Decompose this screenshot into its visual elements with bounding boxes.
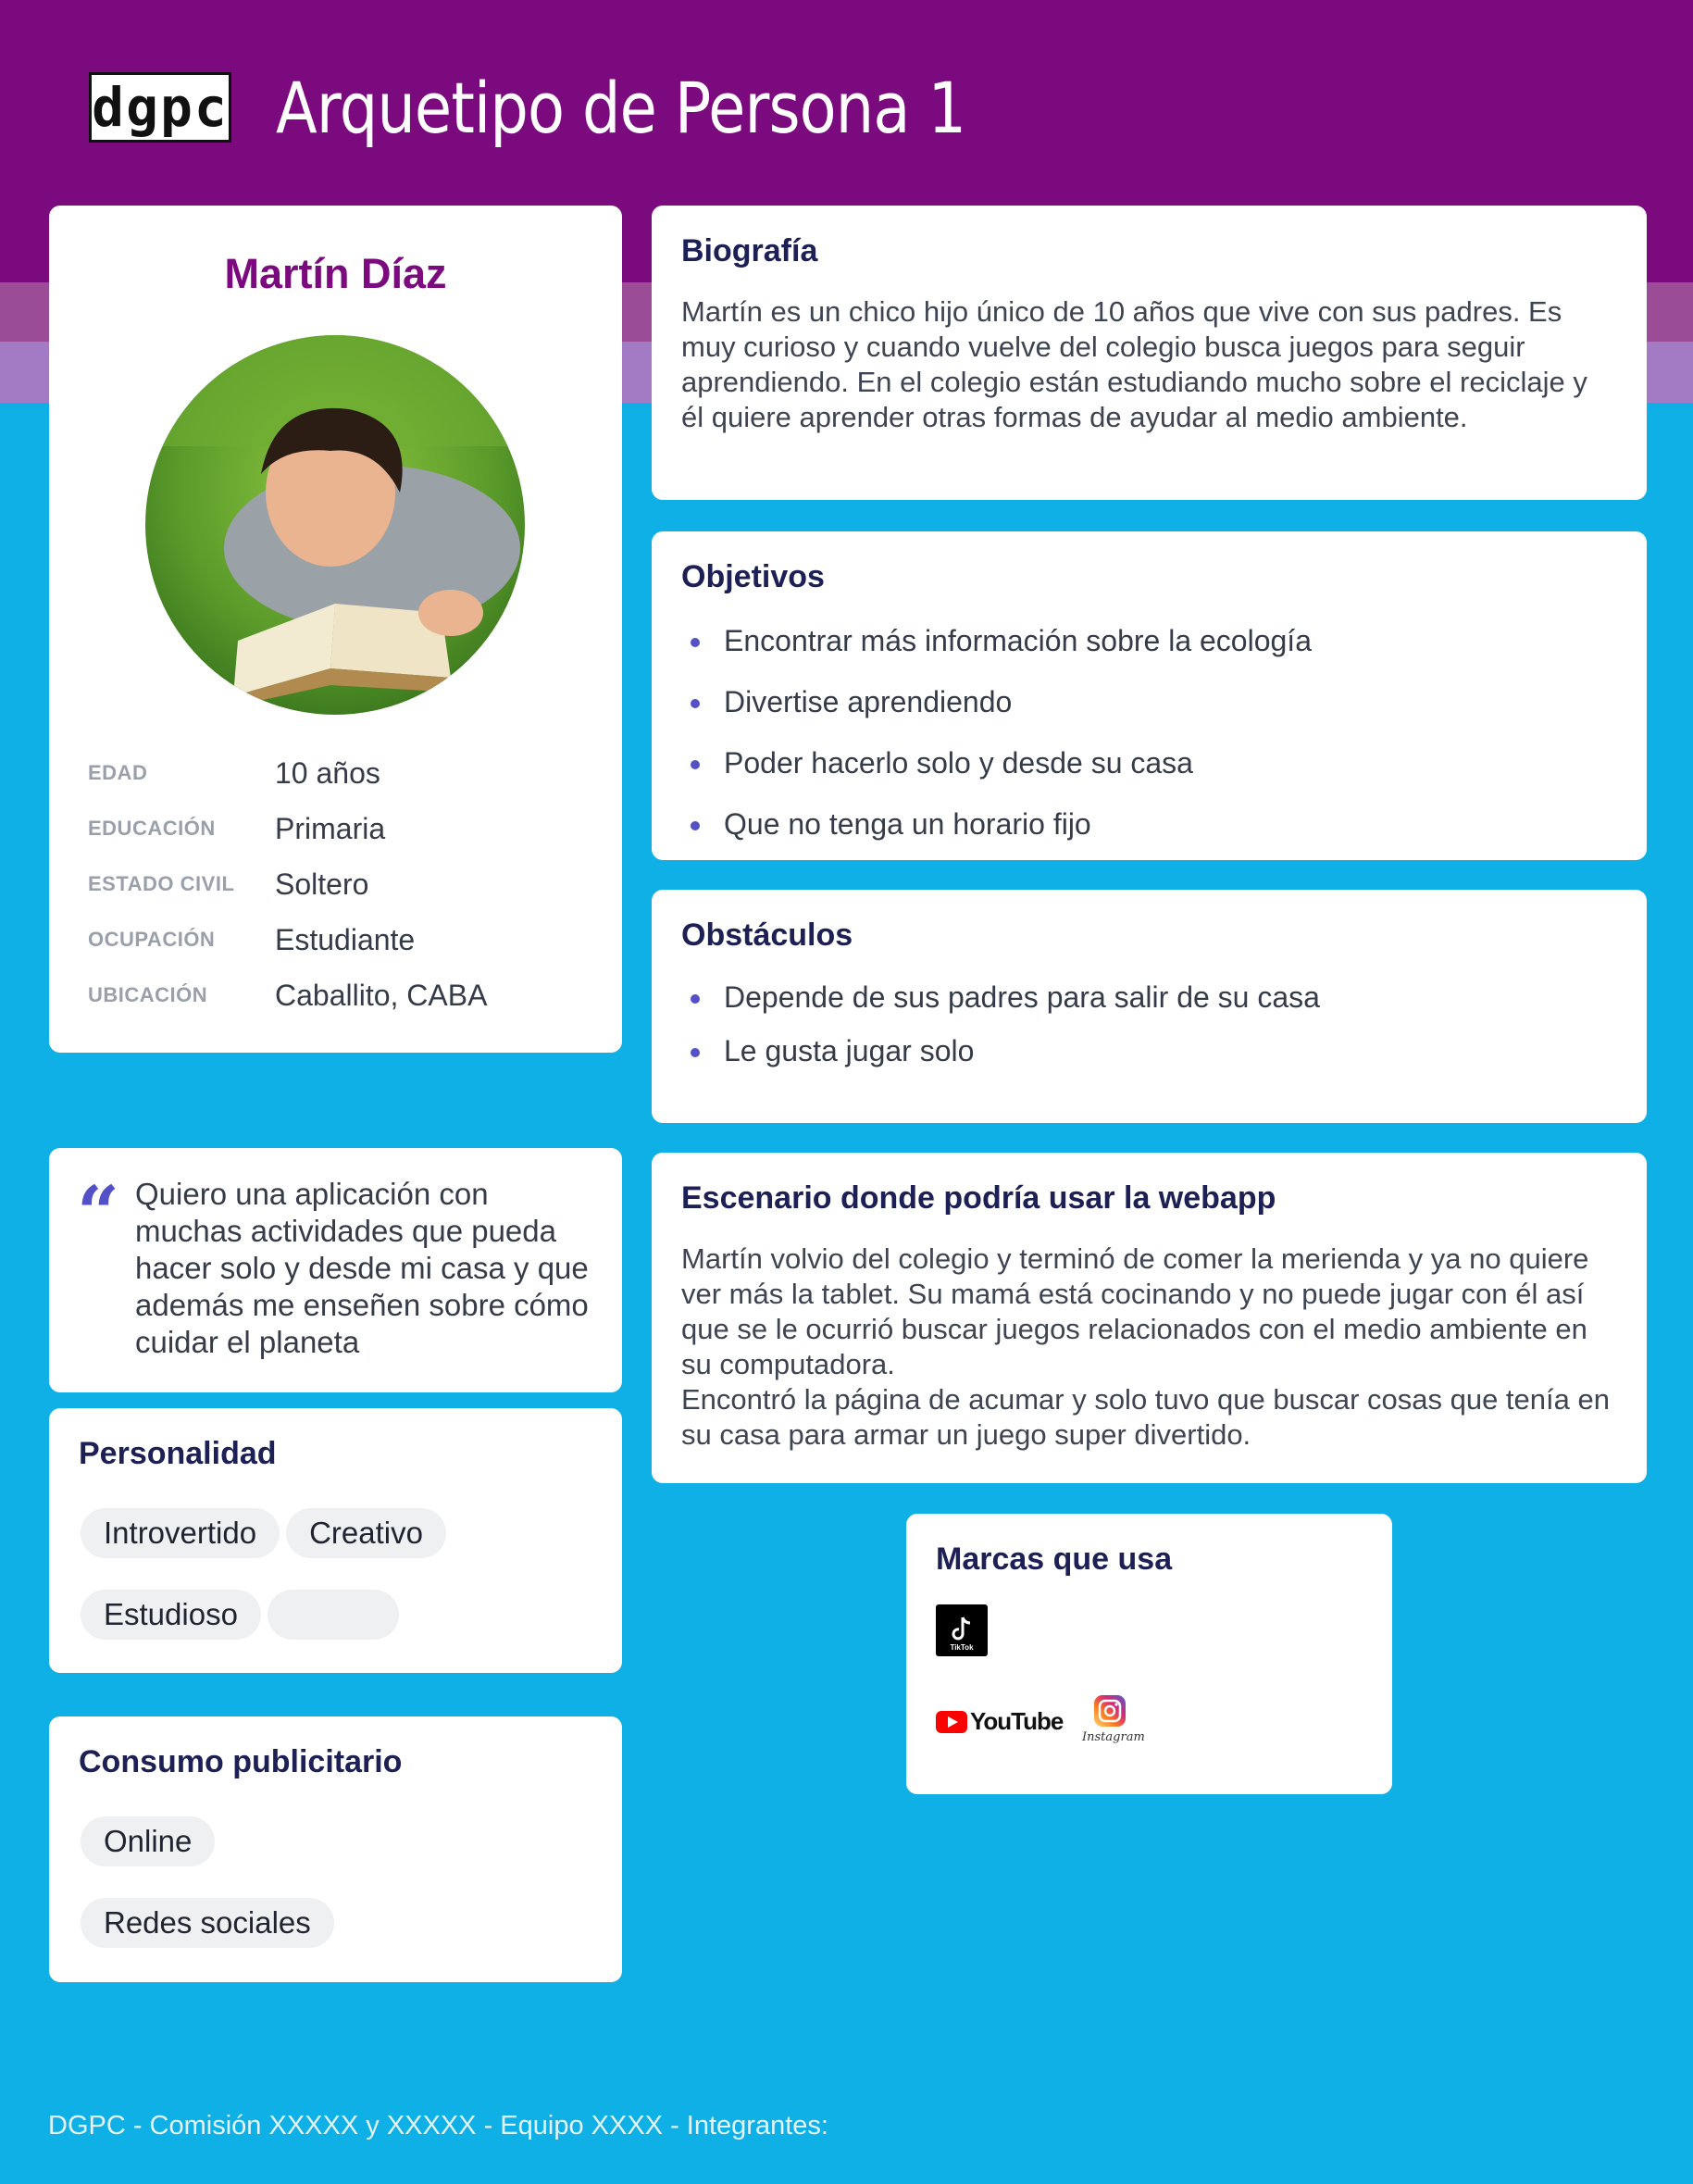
obstacles-title: Obstáculos [681,917,853,953]
list-item: Divertise aprendiendo [687,683,1312,744]
list-item: Le gusta jugar solo [687,1032,1320,1093]
biography-card [652,206,1647,500]
scenario-card [652,1153,1647,1483]
fact-row [88,856,487,912]
fact-label: EDUCACIÓN [88,817,216,840]
list-item: Encontrar más información sobre la ecología [687,622,1312,683]
goals-card [652,531,1647,860]
obstacles-list [687,979,1320,1093]
fact-row [88,801,487,856]
fact-row [88,912,487,967]
personality-card [49,1408,622,1673]
fact-value: Soltero [275,867,369,901]
instagram-label: Instagram [1082,1730,1145,1744]
fact-value: Caballito, CABA [275,978,488,1012]
list-item: Poder hacerlo solo y desde su casa [687,744,1312,805]
instagram-logo [1082,1694,1145,1744]
fact-row [88,967,487,1023]
ad-consumption-chips [81,1816,221,1866]
chip: Estudioso [81,1590,261,1640]
profile-card [49,206,622,1053]
fact-row [88,745,487,801]
fact-label: ESTADO CIVIL [88,872,235,895]
brands-title: Marcas que usa [936,1541,1173,1577]
page-title: Arquetipo de Persona 1 [276,67,966,149]
chip: Online [81,1816,215,1866]
youtube-icon [936,1711,967,1733]
tiktok-label: TikTok [950,1643,974,1652]
ad-consumption-card [49,1716,622,1982]
fact-value: 10 años [275,755,380,790]
footer-credits: DGPC - Comisión XXXXX y XXXXX - Equipo XXXX - Integrantes: [48,2111,828,2140]
chip-empty [268,1590,399,1640]
ad-consumption-title: Consumo publicitario [79,1744,403,1779]
goals-list [687,622,1312,867]
scenario-paragraph-1: Martín volvio del colegio y terminó de comer la merienda y ya no quiere ver más la tablet. Su mamá está cocinando y no puede jugar con él así que se le ocurrió buscar juegos relacionados con el medio ambiente en su computadora. [681,1242,1589,1380]
chip: Introvertido [81,1508,280,1558]
obstacles-card [652,890,1647,1123]
youtube-logo [936,1707,1063,1736]
ad-consumption-chips-row-2 [81,1898,341,1948]
persona-name: Martín Díaz [224,250,447,297]
fact-label: OCUPACIÓN [88,928,216,951]
brands-card [906,1514,1392,1794]
scenario-title: Escenario donde podría usar la webapp [681,1180,1276,1216]
chip: Creativo [286,1508,446,1558]
biography-text: Martín es un chico hijo único de 10 años que vive con sus padres. Es muy curioso y cuando vuelve del colegio busca juegos para seguir aprendiendo. En el colegio están estudiando mucho sobre el reciclaje y él quiere aprender otras formas de ayudar al medio ambiente. [681,295,1587,433]
persona-photo [145,335,525,715]
chip: Redes sociales [81,1898,334,1948]
fact-value: Primaria [275,811,386,845]
quote-text: Quiero una aplicación con muchas actividades que pueda hacer solo y desde mi casa y que además me enseñen sobre cómo cuidar el planeta [135,1177,589,1359]
youtube-label: YouTube [970,1707,1064,1735]
quote-icon: “ [77,1169,120,1256]
personality-chips-row-2 [81,1590,405,1640]
personality-title: Personalidad [79,1436,277,1471]
tiktok-logo [936,1604,988,1656]
scenario-paragraph-2: Encontró la página de acumar y solo tuvo que buscar cosas que tenía en su casa para armar un juego super divertido. [681,1383,1610,1451]
biography-title: Biografía [681,233,818,268]
goals-title: Objetivos [681,559,825,594]
dgpc-logo: dgpc [89,72,231,143]
fact-label: UBICACIÓN [88,983,208,1006]
fact-label: EDAD [88,761,148,784]
fact-value: Estudiante [275,922,416,956]
quote-card [49,1148,622,1392]
instagram-icon [1093,1694,1127,1728]
persona-facts [88,745,487,1023]
list-item: Que no tenga un horario fijo [687,805,1312,867]
list-item: Depende de sus padres para salir de su casa [687,979,1320,1032]
scenario-text [681,1242,1616,1453]
personality-chips [81,1508,453,1558]
